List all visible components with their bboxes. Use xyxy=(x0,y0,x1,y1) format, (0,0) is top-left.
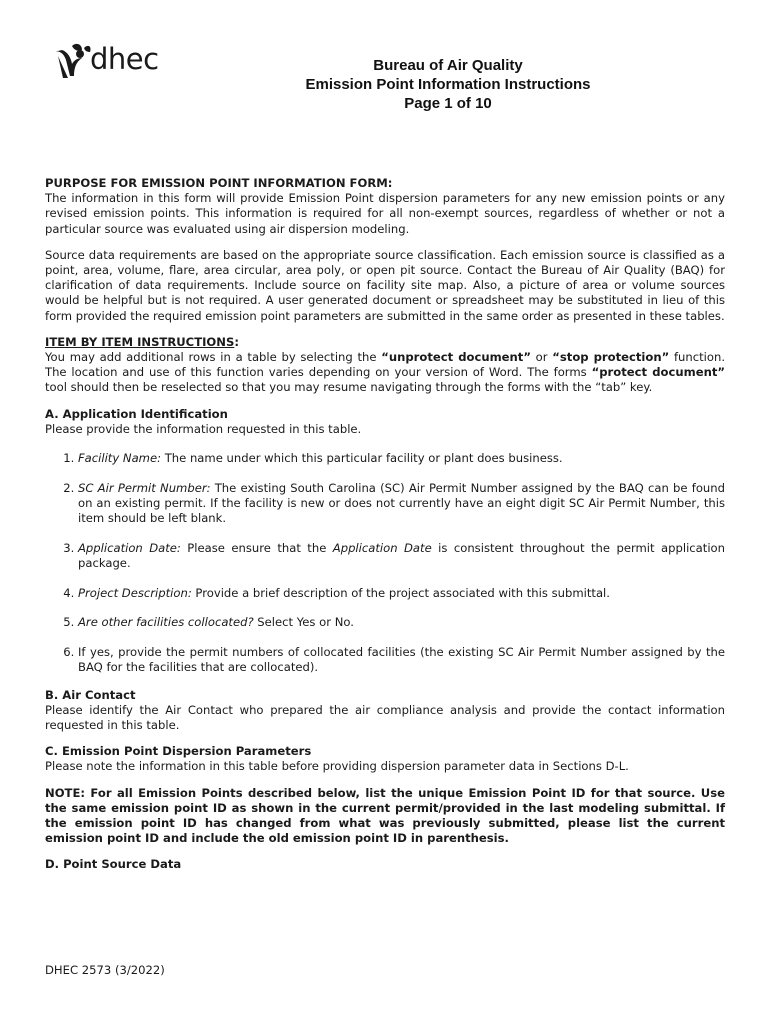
header-page-number: Page 1 of 10 xyxy=(404,95,492,112)
section-d-heading: D. Point Source Data xyxy=(45,857,182,872)
document-body xyxy=(45,176,725,873)
palmetto-leaf-icon xyxy=(50,40,94,84)
list-item: 5. Are other facilities collocated? Select Yes or No. xyxy=(78,615,725,630)
item-instructions-heading: ITEM BY ITEM INSTRUCTIONS: xyxy=(45,334,239,349)
section-b-heading: B. Air Contact xyxy=(45,687,136,702)
section-a-list xyxy=(45,451,725,676)
header-title: Emission Point Information Instructions xyxy=(305,76,591,93)
header-bureau: Bureau of Air Quality xyxy=(373,57,523,74)
purpose-heading: PURPOSE FOR EMISSION POINT INFORMATION FORM: xyxy=(45,176,393,190)
purpose-paragraph-2: Source data requirements are based on the appropriate source classification. Each emission source is classified as a point, area, volume, flare, area circular, area poly, or open pit source. Contact the Bureau of Air Quality (BAQ) for clarification of data requirements. Include source on facility site map. Also, a picture of area or volume sources would be helpful but is not required. A user generated document or spreadsheet may be substituted in lieu of this form provided the required emission point parameters are submitted in the same order as presented in these tables. xyxy=(45,247,725,323)
form-number-footer: DHEC 2573 (3/2022) xyxy=(45,963,165,977)
item-instructions-paragraph: You may add additional rows in a table by selecting the “unprotect document” or “stop protection” function. The location and use of this function varies depending on your version of Word. The forms “protect document” tool should then be reselected so that you may resume navigating through the forms with the “tab” key. xyxy=(45,350,726,395)
section-c-text: Please note the information in this table before providing dispersion parameter data in Sections D-L. xyxy=(45,759,629,774)
list-item: 4. Project Description: Provide a brief description of the project associated with this submittal. xyxy=(78,586,725,601)
document-header xyxy=(250,56,646,113)
logo-text: dhec xyxy=(90,42,159,76)
dhec-logo xyxy=(50,40,168,86)
emission-point-note: NOTE: For all Emission Points described below, list the unique Emission Point ID for that source. Use the same emission point ID as shown in the current permit/provided in the last modeling submittal. If the emission point ID has changed from what was previously submitted, please list the current emission point ID and include the old emission point ID in parenthesis. xyxy=(45,785,725,846)
section-a-heading: A. Application Identification xyxy=(45,406,228,421)
list-item: 1. Facility Name: The name under which this particular facility or plant does business. xyxy=(78,451,725,466)
list-item: 6. If yes, provide the permit numbers of collocated facilities (the existing SC Air Permit Number assigned by the BAQ for the facilities that are collocated). xyxy=(78,645,725,675)
section-a-intro: Please provide the information requested in this table. xyxy=(45,421,362,436)
section-c-heading: C. Emission Point Dispersion Parameters xyxy=(45,744,312,759)
list-item: 2. SC Air Permit Number: The existing South Carolina (SC) Air Permit Number assigned by the BAQ can be found on an existing permit. If the facility is new or does not currently have an eight digit SC Air Permit Number, this item should be left blank. xyxy=(78,481,725,527)
section-b-text: Please identify the Air Contact who prepared the air compliance analysis and provide the contact information requested in this table. xyxy=(45,702,725,732)
purpose-paragraph-1: The information in this form will provide Emission Point dispersion parameters for any new emission points or any revised emission points. This information is required for all non-exempt sources, regardless of whether or not a particular source was evaluated using air dispersion modeling. xyxy=(45,191,725,236)
list-item: 3. Application Date: Please ensure that the Application Date is consistent throughout the permit application package. xyxy=(78,541,725,571)
